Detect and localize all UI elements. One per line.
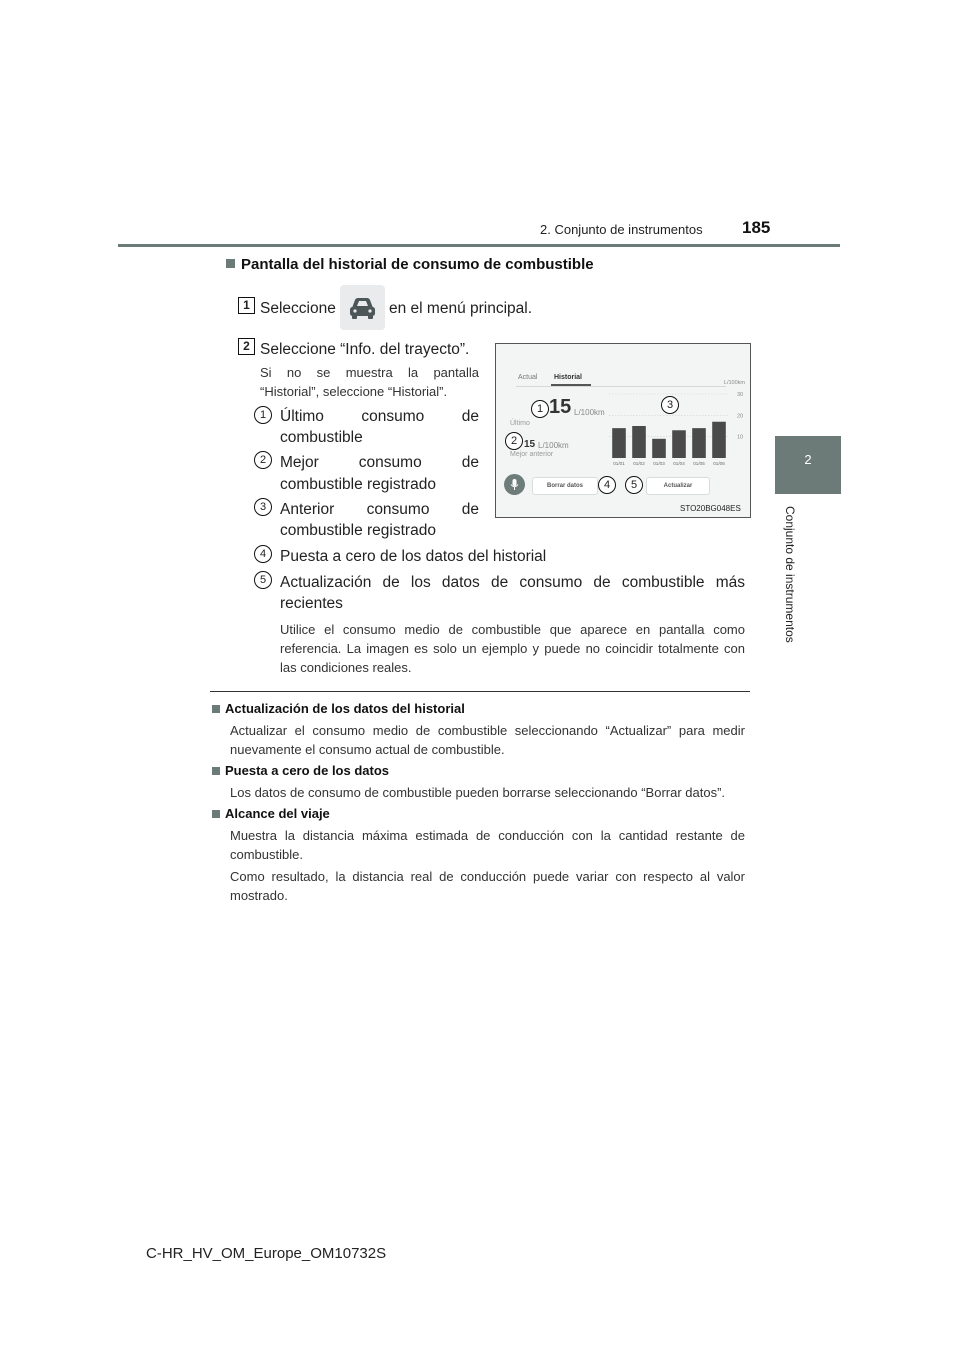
x-tick-label: 01/03 bbox=[653, 461, 665, 466]
best-label: Mejor anterior bbox=[510, 451, 554, 458]
fuel-history-chart bbox=[601, 374, 749, 474]
y-tick-label: 20 bbox=[737, 413, 744, 420]
figure-code: STO20BG048ES bbox=[680, 504, 741, 513]
item-1-line-2: combustible bbox=[280, 429, 363, 446]
step-1-text-after: en el menú principal. bbox=[389, 300, 533, 317]
y-axis-unit: L/100km bbox=[723, 380, 745, 386]
header-rule bbox=[118, 244, 840, 247]
chart-bar bbox=[672, 430, 686, 458]
item-number-5: 5 bbox=[254, 571, 272, 589]
note-3-title: Alcance del viaje bbox=[212, 806, 330, 821]
reset-data-button[interactable]: Borrar datos bbox=[532, 477, 598, 495]
note-2-title: Puesta a cero de los datos bbox=[212, 763, 389, 778]
item-1-line-1: Último consumo de bbox=[280, 408, 479, 425]
chart-bar bbox=[632, 426, 646, 458]
item-2-line-1: Mejor consumo de bbox=[280, 454, 479, 471]
square-bullet-icon bbox=[212, 705, 220, 713]
chapter-tab-number: 2 bbox=[804, 452, 812, 467]
item-number-3: 3 bbox=[254, 498, 272, 516]
step-2-note-line-1: Si no se muestra la pantalla bbox=[260, 365, 479, 380]
footer-document-code: C-HR_HV_OM_Europe_OM10732S bbox=[146, 1245, 387, 1262]
square-bullet-icon bbox=[226, 259, 235, 268]
section-heading: Pantalla del historial de consumo de combustible bbox=[226, 256, 594, 273]
chapter-tab-label: Conjunto de instrumentos bbox=[783, 506, 797, 643]
note-1-title: Actualización de los datos del historial bbox=[212, 701, 465, 716]
latest-consumption-value: 15 bbox=[549, 396, 572, 418]
note-2-line-1: Los datos de consumo de combustible pueden borrarse seleccionando “Borrar datos”. bbox=[230, 785, 726, 800]
note-3-para-1-line-2: combustible. bbox=[230, 847, 303, 862]
best-consumption-unit: L/100km bbox=[538, 441, 569, 450]
note-3-para-1-line-1: Muestra la distancia máxima estimada de conducción con la cantidad restante de bbox=[230, 828, 745, 843]
update-button[interactable]: Actualizar bbox=[646, 477, 710, 495]
step-number-1: 1 bbox=[238, 297, 255, 314]
note-1-line-1: Actualizar el consumo medio de combustible seleccionando “Actualizar” para medir bbox=[230, 723, 745, 738]
item-4-line-1: Puesta a cero de los datos del historial bbox=[280, 548, 547, 565]
tab-actual[interactable]: Actual bbox=[518, 374, 538, 381]
page-number: 185 bbox=[742, 218, 771, 237]
section-title: 2. Conjunto de instrumentos bbox=[540, 222, 703, 237]
tab-historial[interactable]: Historial bbox=[554, 374, 583, 381]
chart-bar bbox=[692, 428, 706, 458]
microphone-button[interactable] bbox=[504, 474, 525, 495]
notes-divider bbox=[210, 691, 750, 692]
x-tick-label: 01/02 bbox=[633, 461, 645, 466]
item-number-4: 4 bbox=[254, 545, 272, 563]
x-tick-label: 01/04 bbox=[673, 461, 685, 466]
callout-4: 4 bbox=[598, 476, 616, 494]
item-3-line-1: Anterior consumo de bbox=[280, 501, 479, 518]
item-number-1: 1 bbox=[254, 406, 272, 424]
chart-bar bbox=[612, 428, 626, 458]
callout-1: 1 bbox=[531, 400, 549, 418]
callout-3: 3 bbox=[661, 396, 679, 414]
callout-2: 2 bbox=[505, 432, 523, 450]
x-tick-label: 01/05 bbox=[693, 461, 705, 466]
item-note-line-1: Utilice el consumo medio de combustible que aparece en pantalla como bbox=[280, 622, 745, 637]
item-number-2: 2 bbox=[254, 451, 272, 469]
microphone-icon bbox=[504, 474, 525, 495]
item-5-line-2: recientes bbox=[280, 595, 343, 612]
note-3-para-2-line-1: Como resultado, la distancia real de conducción puede variar con respecto al valor bbox=[230, 869, 745, 884]
x-tick-label: 01/06 bbox=[713, 461, 725, 466]
item-2-line-2: combustible registrado bbox=[280, 476, 436, 493]
active-tab-indicator bbox=[551, 384, 591, 386]
item-5-line-1: Actualización de los datos de consumo de combustible más bbox=[280, 574, 745, 591]
step-1-text-before: Seleccione bbox=[260, 300, 336, 317]
step-number-2: 2 bbox=[238, 338, 255, 355]
y-tick-label: 30 bbox=[737, 392, 744, 398]
y-tick-label: 10 bbox=[737, 434, 744, 441]
step-2-note-line-2: “Historial”, seleccione “Historial”. bbox=[260, 384, 448, 399]
chart-bar bbox=[652, 439, 666, 458]
item-note-line-3: las condiciones reales. bbox=[280, 660, 412, 675]
best-consumption-value: 15 bbox=[524, 439, 536, 450]
x-tick-label: 01/01 bbox=[613, 461, 625, 466]
callout-5: 5 bbox=[625, 476, 643, 494]
square-bullet-icon bbox=[212, 810, 220, 818]
chart-bar bbox=[712, 422, 726, 458]
fuel-history-screen bbox=[495, 343, 751, 518]
step-2-text: Seleccione “Info. del trayecto”. bbox=[260, 341, 470, 358]
item-note-line-2: referencia. La imagen es solo un ejemplo y puede no coincidir totalmente con bbox=[280, 641, 745, 656]
square-bullet-icon bbox=[212, 767, 220, 775]
car-icon bbox=[340, 285, 385, 330]
latest-consumption-unit: L/100km bbox=[574, 408, 605, 417]
note-1-line-2: nuevamente el consumo actual de combustible. bbox=[230, 742, 505, 757]
latest-label: Último bbox=[510, 420, 530, 427]
item-3-line-2: combustible registrado bbox=[280, 522, 436, 539]
note-3-para-2-line-2: mostrado. bbox=[230, 888, 288, 903]
